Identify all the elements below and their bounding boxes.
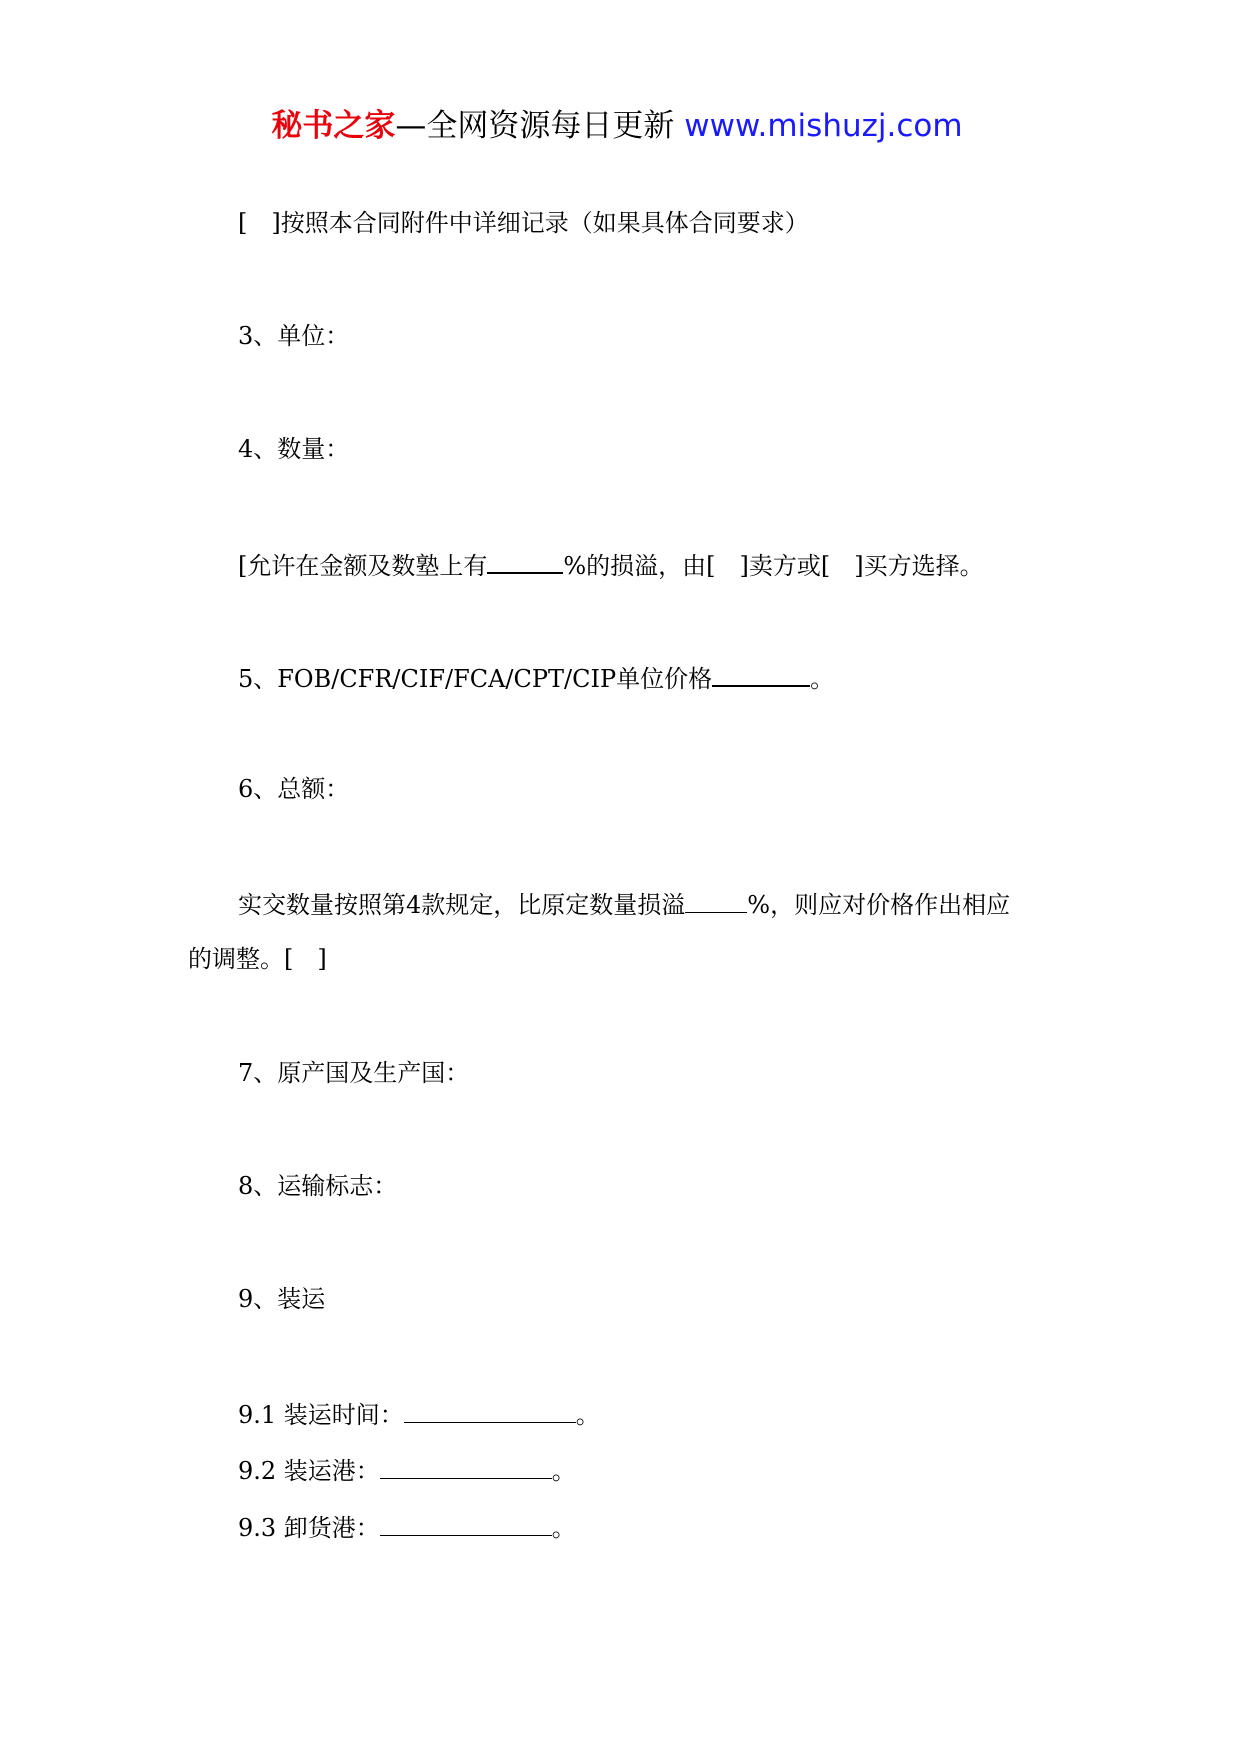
shipment-time-blank[interactable] [404,1398,576,1423]
site-url[interactable]: www.mishuzj.com [684,108,963,144]
clause-4-quantity: 4、数量： [238,435,350,463]
adjust-percent-blank[interactable] [685,888,747,913]
clause-attachment-option: [ ]按照本合同附件中详细记录（如果具体合同要求） [238,209,809,237]
clause-9-shipment: 9、装运 [238,1285,326,1313]
site-header [0,100,1234,145]
loading-port-blank[interactable] [380,1454,552,1479]
clause-quantity-adjust: 实交数量按照第4款规定，比原定数量损溢 %，则应对价格作出相应 [238,888,1010,920]
clause-9-1-time: 9.1 装运时间： 。 [238,1398,600,1430]
discharge-port-blank[interactable] [380,1511,552,1536]
clause-3-unit: 3、单位： [238,322,350,350]
brand-name: 秘书之家 [271,108,396,144]
clause-quantity-adjust-cont: 的调整。[ ] [188,945,327,973]
clause-7-origin: 7、原产国及生产国： [238,1059,470,1087]
tolerance-blank[interactable] [487,548,563,574]
clause-tolerance: [允许在金额及数塾上有 %的损溢，由[ ]卖方或[ ]买方选择。 [238,548,984,581]
clause-8-marks: 8、运输标志： [238,1172,398,1200]
clause-6-total: 6、总额： [238,775,350,803]
clause-9-3-port-discharge: 9.3 卸货港： 。 [238,1511,576,1543]
clause-9-2-port-loading: 9.2 装运港： 。 [238,1454,576,1486]
slogan: —全网资源每日更新 [395,108,685,144]
clause-5-unit-price: 5、FOB/CFR/CIF/FCA/CPT/CIP单位价格 。 [238,661,834,694]
unit-price-blank[interactable] [712,661,810,687]
